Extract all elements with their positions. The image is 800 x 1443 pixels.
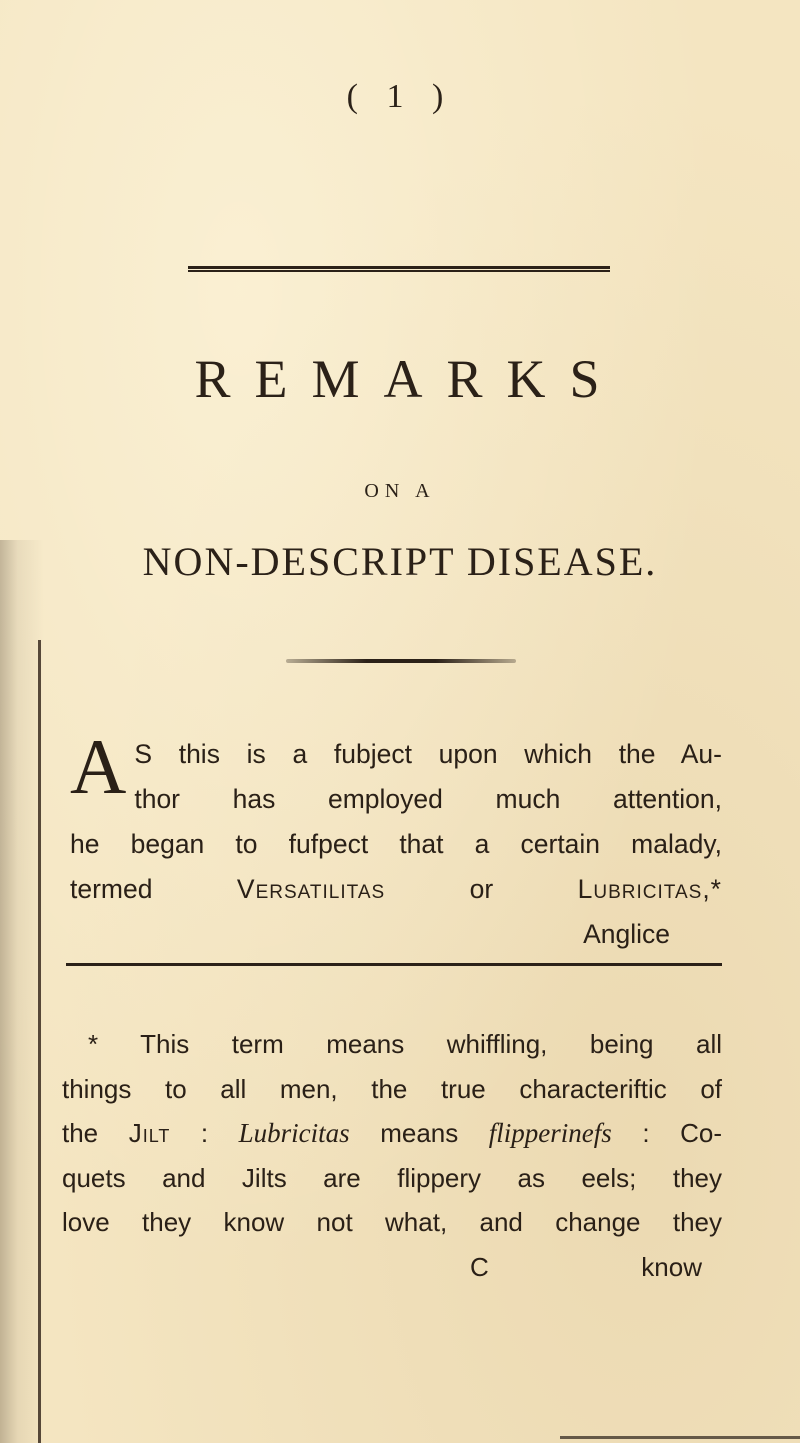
body-line-1: S this is a fubject upon which the Au- [134, 739, 722, 769]
subtitle-connector: ON A [364, 480, 436, 502]
term-versatilitas: Versatilitas [236, 874, 386, 904]
body-line-4-text-b: or [385, 874, 578, 904]
body-line-4-text-a: termed [70, 874, 237, 904]
drop-cap: A [70, 723, 127, 810]
body-line-3: he began to fufpect that a certain malady, [70, 829, 722, 859]
footnote-line-5: love they know not what, and change they [62, 1207, 722, 1237]
term-jilt: Jilt [128, 1118, 171, 1148]
body-line-4 [70, 867, 722, 912]
footnote-line-3-text-b: : [170, 1118, 239, 1148]
term-flipperinefs: flipperinefs [488, 1118, 612, 1148]
gutter-edge-line [38, 640, 41, 1443]
term-lubricitas: Lubricitas,* [577, 874, 722, 904]
footnote [62, 1022, 722, 1289]
footnote-line-3-text-d: : Co- [611, 1118, 722, 1148]
footnote-line-1: * This term means whiffling, being all [88, 1029, 722, 1059]
body-line-2: thor has employed much attention, [134, 784, 722, 814]
footnote-line-4: quets and Jilts are flippery as eels; they [62, 1162, 722, 1193]
footnote-line-3 [62, 1111, 722, 1156]
term-lubricitas-italic: Lubricitas [238, 1118, 350, 1148]
footnote-line-3-text-c: means [349, 1118, 489, 1148]
body-paragraph [70, 723, 722, 957]
page-bottom-edge [560, 1436, 800, 1439]
header-double-rule [188, 266, 610, 272]
page-title: REMARKS [194, 349, 624, 409]
catchword: Anglice [583, 919, 670, 949]
footnote-catchword: know [641, 1251, 702, 1282]
signature-line [62, 1245, 722, 1290]
footnote-rule [66, 963, 722, 966]
signature-mark: C [470, 1251, 489, 1282]
footnote-line-2: things to all men, the true characteriftic of [62, 1073, 722, 1104]
subtitle-main: NON-DESCRIPT DISEASE. [142, 539, 658, 584]
page-number: ( 1 ) [346, 78, 454, 115]
footnote-line-3-text-a: the [62, 1118, 129, 1148]
section-divider-rule [286, 659, 516, 663]
